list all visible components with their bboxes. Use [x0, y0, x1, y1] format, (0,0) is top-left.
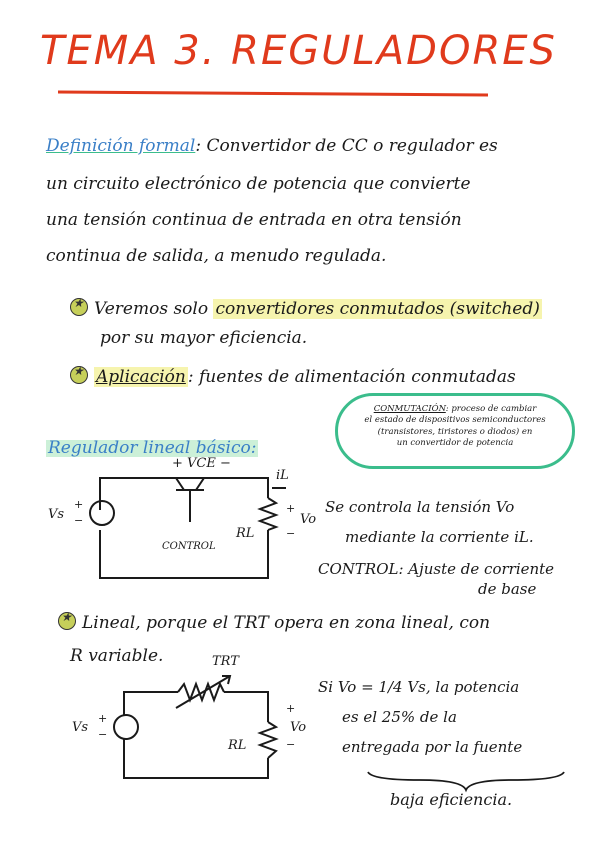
- vs2-plus: +: [98, 712, 108, 725]
- linear-note-2: mediante la corriente iL.: [345, 528, 534, 546]
- efficiency-note-1: Si Vo = 1/4 Vs, la potencia: [318, 678, 520, 696]
- efficiency-note-3: entregada por la fuente: [342, 738, 523, 756]
- callout-line-4: un convertidor de potencia: [396, 438, 514, 449]
- vo-label: Vo: [300, 512, 317, 527]
- vo2-minus: −: [286, 738, 296, 751]
- definition-label: Definición formal: [46, 136, 196, 156]
- vo-plus: +: [286, 502, 296, 515]
- bullet-3-text: Lineal, porque el TRT opera en zona lineal, con: [82, 613, 491, 633]
- callout-label: CONMUTACIÓN: [373, 404, 446, 414]
- control-label: CONTROL: [162, 541, 216, 552]
- linear-note-1: Se controla la tensión Vo: [325, 498, 515, 516]
- bullet-3-line-2: R variable.: [70, 646, 164, 666]
- vce-label: + VCE −: [172, 456, 231, 471]
- vo2-label: Vo: [290, 720, 307, 735]
- bullet-1-highlight: convertidores conmutados (switched): [215, 299, 540, 319]
- rl-label: RL: [236, 526, 255, 541]
- vs2-label: Vs: [72, 720, 89, 735]
- definition-line-3: una tensión continua de entrada en otra tensión: [46, 210, 462, 230]
- bullet-1-prefix: Veremos solo: [94, 299, 209, 319]
- rl2-label: RL: [228, 738, 247, 753]
- efficiency-note-2: es el 25% de la: [342, 708, 457, 726]
- linear-note-4: de base: [478, 580, 537, 598]
- vo-minus: −: [286, 527, 296, 540]
- trt-label: TRT: [212, 654, 239, 669]
- callout-line-2: el estado de dispositivos semiconductores: [364, 415, 546, 426]
- definition-line-4: continua de salida, a menudo regulada.: [46, 246, 387, 266]
- bullet-2-label: Aplicación: [96, 367, 186, 387]
- il-label: iL: [276, 468, 289, 483]
- callout-line-1: : proceso de cambiar: [445, 404, 537, 414]
- vs-plus: +: [74, 498, 84, 511]
- vo2-plus: +: [286, 702, 296, 715]
- vs-label: Vs: [48, 507, 65, 522]
- bullet-2-text: : fuentes de alimentación conmutadas: [187, 367, 516, 387]
- page-title: TEMA 3. REGULADORES: [40, 28, 557, 74]
- linear-regulator-heading: Regulador lineal básico:: [48, 438, 257, 458]
- vs2-minus: −: [98, 728, 108, 741]
- vs-minus: −: [74, 514, 84, 527]
- efficiency-conclusion: baja eficiencia.: [390, 790, 513, 809]
- linear-note-3: CONTROL: Ajuste de corriente: [318, 560, 555, 578]
- callout-line-3: (transistores, tiristores o diodos) en: [377, 426, 533, 437]
- bullet-1-line-2: por su mayor eficiencia.: [100, 328, 308, 348]
- definition-line-2: un circuito electrónico de potencia que convierte: [46, 174, 471, 194]
- definition-text-1: : Convertidor de CC o regulador es: [195, 136, 498, 156]
